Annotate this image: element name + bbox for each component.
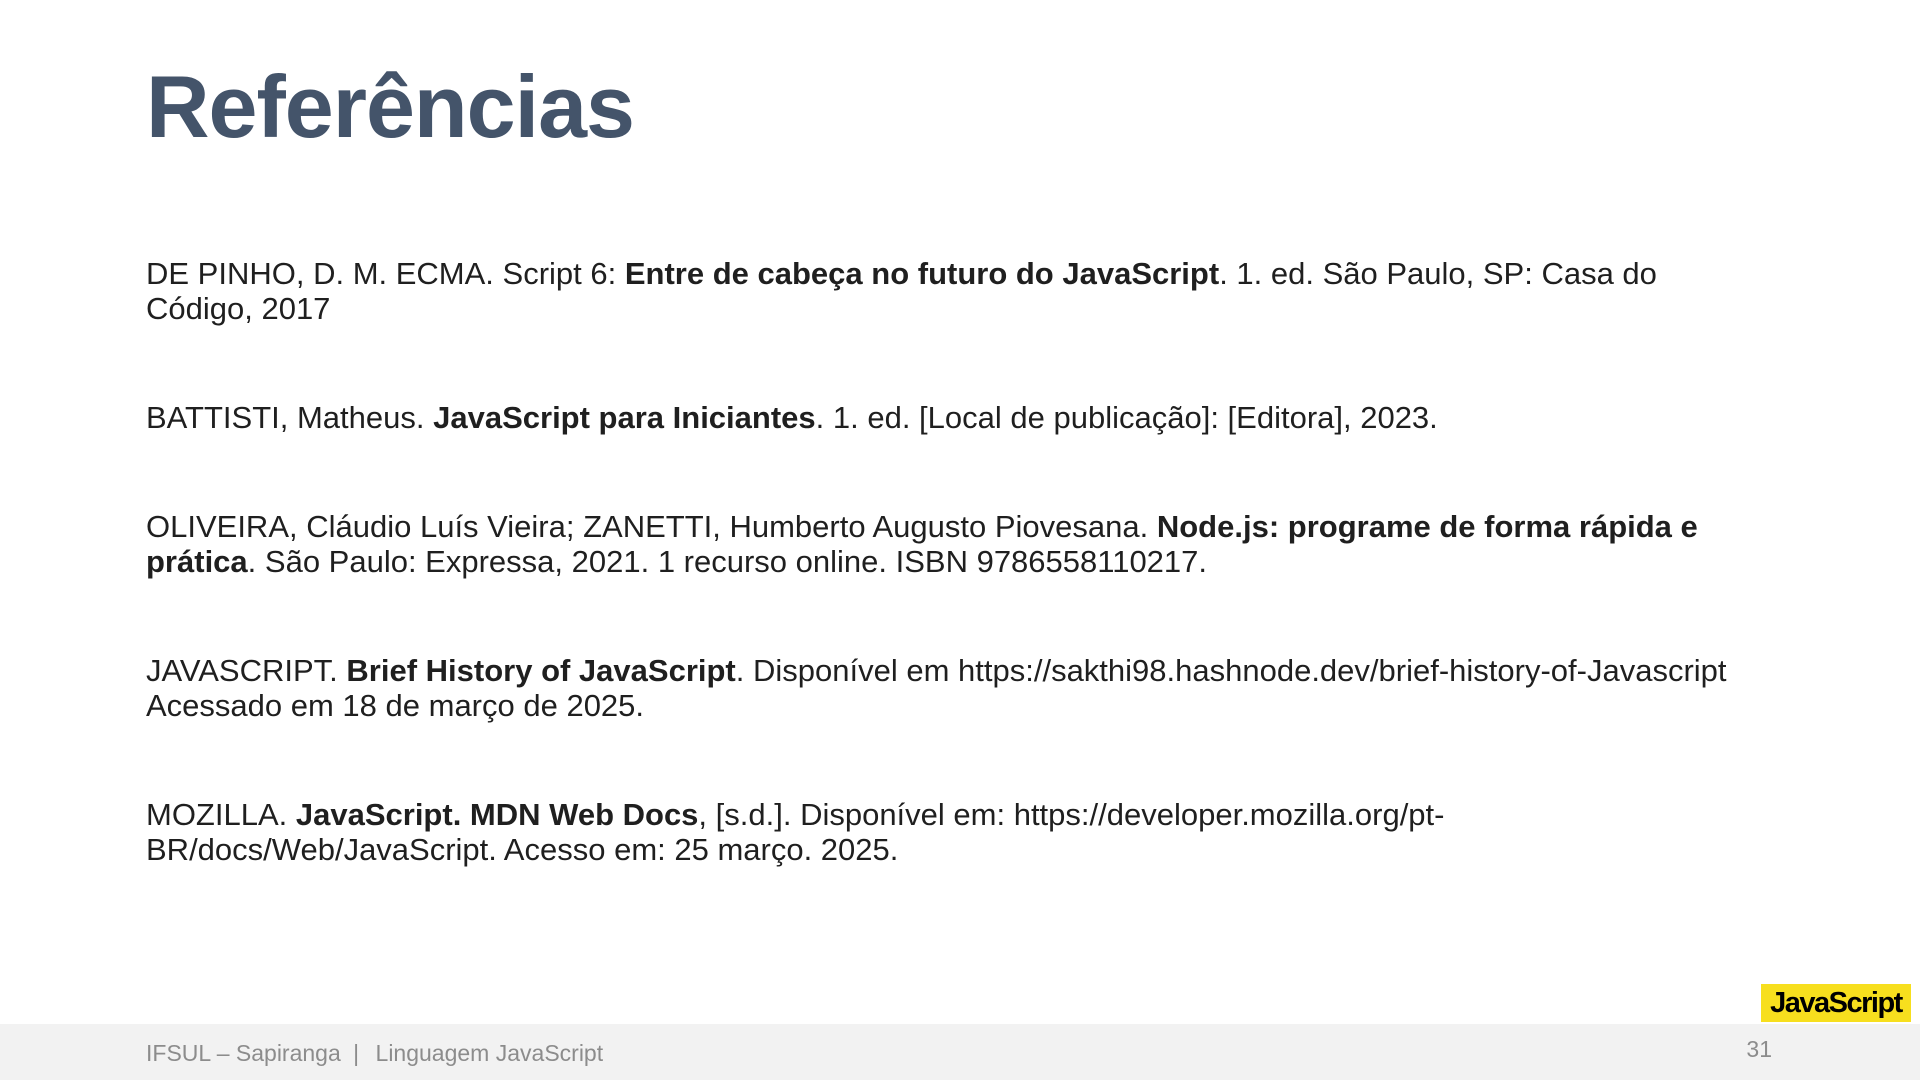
reference-text: OLIVEIRA, Cláudio Luís Vieira; ZANETTI, Humberto Augusto Piovesana.: [146, 509, 1157, 544]
reference-title: Node.js: programe de forma rápida e prática: [146, 509, 1698, 579]
footer: [146, 1040, 603, 1067]
reference-item: [146, 797, 1766, 867]
reference-title: JavaScript. MDN Web Docs: [295, 797, 699, 832]
reference-title: Brief History of JavaScript: [346, 653, 736, 688]
footer-institution: IFSUL – Sapiranga: [146, 1040, 341, 1066]
reference-text: BATTISTI, Matheus.: [146, 400, 434, 435]
reference-item: [146, 653, 1766, 723]
footer-course: Linguagem JavaScript: [375, 1040, 604, 1066]
reference-item: [146, 256, 1766, 326]
reference-text: DE PINHO, D. M. ECMA. Script 6:: [146, 256, 625, 291]
page-number: 31: [1746, 1036, 1772, 1062]
slide-title: Referências: [146, 57, 634, 156]
reference-details: . 1. ed. São Paulo, SP: Casa do Código, 2017: [146, 256, 1657, 326]
javascript-logo: JavaScript: [1761, 984, 1911, 1022]
reference-details: . 1. ed. [Local de publicação]: [Editora], 2023.: [815, 400, 1438, 435]
reference-title: Entre de cabeça no futuro do JavaScript: [624, 256, 1220, 291]
reference-text: JAVASCRIPT.: [146, 653, 347, 688]
reference-item: [146, 509, 1766, 579]
reference-item: [146, 400, 1766, 435]
reference-text: MOZILLA.: [146, 797, 296, 832]
reference-list: [146, 256, 1766, 941]
reference-title: JavaScript para Iniciantes: [433, 400, 816, 435]
reference-details: . Disponível em https://sakthi98.hashnode.dev/brief-history-of-Javascript Acessado em 18 de março de 2025.: [146, 653, 1727, 723]
reference-details: . São Paulo: Expressa, 2021. 1 recurso online. ISBN 9786558110217.: [247, 544, 1208, 579]
reference-details: , [s.d.]. Disponível em: https://developer.mozilla.org/pt-BR/docs/Web/JavaScript. Acesso em: 25 março. 2025.: [146, 797, 1445, 867]
footer-separator: |: [353, 1040, 360, 1066]
